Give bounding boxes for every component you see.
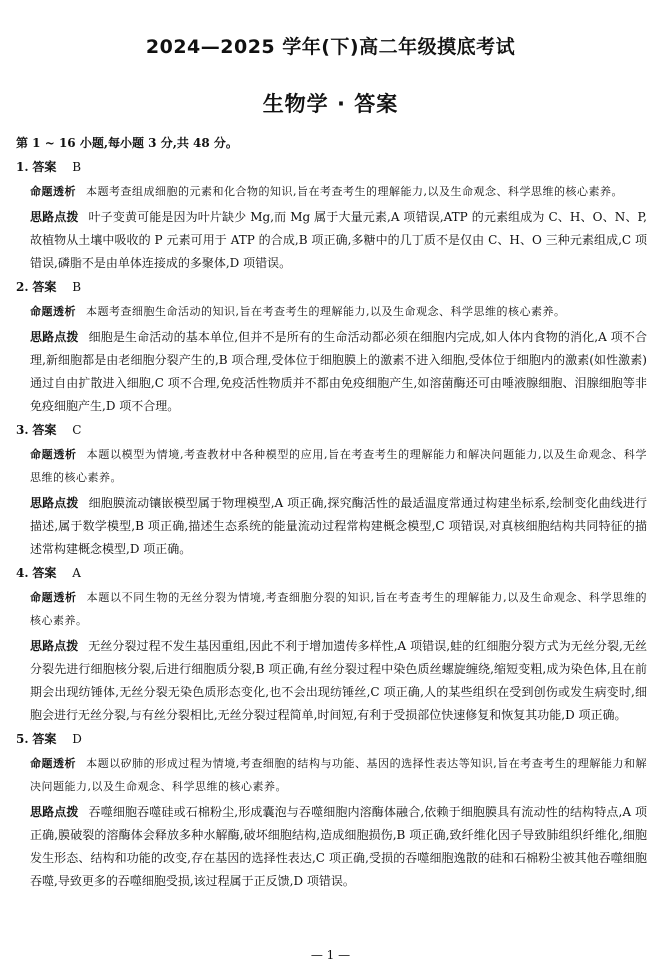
question-item [16,158,647,275]
question-item [16,278,647,418]
answer-value: B [72,280,82,294]
question-item [16,564,647,727]
question-number: 4. [16,566,29,580]
hint-paragraph [16,801,647,893]
analysis-paragraph [16,300,647,323]
answer-label: 答案 [32,423,57,437]
hint-text: 细胞膜流动镶嵌模型属于物理模型,A 项正确,探究酶活性的最适温度常通过构建坐标系,绘制变化曲线进行描述,属于数学模型,B 项正确,描述生态系统的能量流动过程常构建概念模型,C 项错误,对真核细胞结构共同特征的描述常构建概念模型,D 项正确。 [30,496,647,556]
analysis-paragraph [16,180,647,203]
analysis-text: 本题考查组成细胞的元素和化合物的知识,旨在考查考生的理解能力,以及生命观念、科学思维的核心素养。 [86,185,623,198]
hint-label: 思路点拨 [30,639,79,653]
hint-text: 细胞是生命活动的基本单位,但并不是所有的生命活动都必须在细胞内完成,如人体内食物的消化,A 项不合理,新细胞都是由老细胞分裂产生的,B 项合理,受体位于细胞膜上的激素不进入细胞,受体位于细胞内的激素(如性激素)通过自由扩散进入细胞,C 项不合理,免疫活性物质并不都由免疫细胞产生,如溶菌酶还可由唾液腺细胞、泪腺细胞等非免疫细胞产生,D 项不合理。 [30,330,647,413]
section-intro: 第 1 ~ 16 小题,每小题 3 分,共 48 分。 [16,136,238,150]
question-item [16,730,647,893]
question-item [16,421,647,561]
analysis-text: 本题以模型为情境,考查教材中各种模型的应用,旨在考查考生的理解能力和解决问题能力,以及生命观念、科学思维的核心素养。 [30,448,648,484]
answer-label: 答案 [32,280,57,294]
question-header [16,158,647,177]
hint-label: 思路点拨 [30,805,79,819]
answer-value: D [72,732,82,746]
analysis-paragraph [16,443,647,489]
exam-title: 2024—2025 学年(下)高二年级摸底考试 [145,36,516,58]
answer-label: 答案 [32,160,57,174]
answer-label: 答案 [32,566,57,580]
hint-label: 思路点拨 [30,210,79,224]
analysis-label: 命题透析 [30,757,77,770]
answer-label: 答案 [32,732,57,746]
analysis-text: 本题考查细胞生命活动的知识,旨在考查考生的理解能力,以及生命观念、科学思维的核心素养。 [86,305,566,318]
question-number: 2. [16,280,29,294]
analysis-label: 命题透析 [30,591,77,604]
hint-text: 无丝分裂过程不发生基因重组,因此不利于增加遗传多样性,A 项错误,蛙的红细胞分裂方式为无丝分裂,无丝分裂先进行细胞核分裂,后进行细胞质分裂,B 项正确,有丝分裂过程中染色质丝螺旋缠绕,缩短变粗,成为染色体,且在前期会出现纺锤体,无丝分裂无染色质形态变化,也不会出现纺锤丝,C 项正确,人的某些组织在受到创伤或发生病变时,细胞会进行无丝分裂,与有丝分裂相比,无丝分裂过程简单,时间短,有利于受损部位快速修复和恢复其功能,D 项正确。 [30,639,647,722]
hint-paragraph [16,326,647,418]
page-number: — 1 — [310,948,351,962]
answer-value: B [72,160,82,174]
analysis-label: 命题透析 [30,305,76,318]
hint-label: 思路点拨 [30,330,79,344]
answer-value: A [72,566,81,580]
hint-text: 吞噬细胞吞噬硅或石棉粉尘,形成囊泡与吞噬细胞内溶酶体融合,依赖于细胞膜具有流动性的结构特点,A 项正确,膜破裂的溶酶体会释放多种水解酶,破坏细胞结构,造成细胞损伤,B 项正确,致纤维化因子导致肺组织纤维化,细胞发生形态、结构和功能的改变,存在基因的选择性表达,C 项正确,受损的吞噬细胞逸散的硅和石棉粉尘被其他吞噬细胞吞噬,导致更多的吞噬细胞受损,该过程属于正反馈,D 项错误。 [30,805,647,888]
hint-paragraph [16,492,647,561]
questions-list [16,158,647,896]
hint-paragraph [16,206,647,275]
hint-paragraph [16,635,647,727]
analysis-paragraph [16,586,647,632]
question-number: 1. [16,160,29,174]
analysis-text: 本题以矽肺的形成过程为情境,考查细胞的结构与功能、基因的选择性表达等知识,旨在考查考生的理解能力和解决问题能力,以及生命观念、科学思维的核心素养。 [30,757,647,793]
analysis-text: 本题以不同生物的无丝分裂为情境,考查细胞分裂的知识,旨在考查考生的理解能力,以及生命观念、科学思维的核心素养。 [30,591,648,627]
hint-text: 叶子变黄可能是因为叶片缺少 Mg,而 Mg 属于大量元素,A 项错误,ATP 的元素组成为 C、H、O、N、P,故植物从土壤中吸收的 P 元素可用于 ATP 的合成,B 项正确,多糖中的几丁质不是仅由 C、H、O 三种元素组成,C 项错误,磷脂不是由单体连接成的多聚体,D 项错误。 [30,210,647,270]
question-number: 5. [16,732,29,746]
question-header [16,278,647,297]
question-header [16,421,647,440]
analysis-paragraph [16,752,647,798]
question-header [16,564,647,583]
question-number: 3. [16,423,29,437]
hint-label: 思路点拨 [30,496,79,510]
answer-value: C [72,423,82,437]
subject-title: 生物学 · 答案 [262,92,399,116]
question-header [16,730,647,749]
analysis-label: 命题透析 [30,185,76,198]
analysis-label: 命题透析 [30,448,77,461]
